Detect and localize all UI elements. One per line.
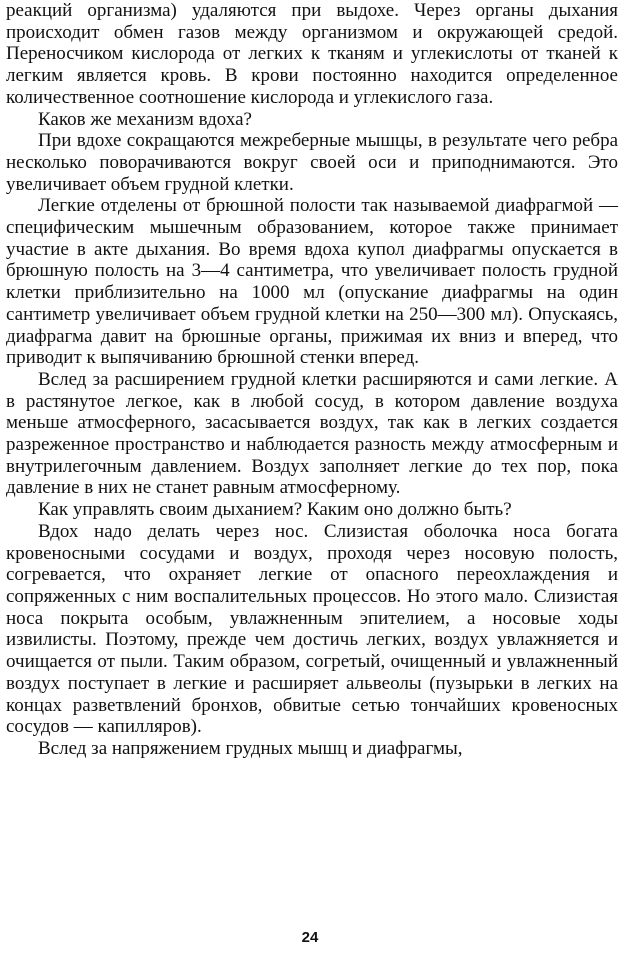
paragraph-diaphragm: Легкие отделены от брюшной полости так называемой диафрагмой — специфическим мышечным образованием, которое также принимает участие в акте дыхания. Во время вдоха купол диафрагмы опускается в брюшную полость на 3—4 сантиметра, что увеличивает полость грудной клетки приблизительно на 1000 мл (опускание диафрагмы на один сантиметр увеличивает объем грудной клетки на 250—300 мл). Опускаясь, диафрагма давит на брюшные органы, прижимая их вниз и вперед, что приводит к выпячиванию брюшной стенки вперед. <box>6 195 618 369</box>
paragraph-intercostal: При вдохе сокращаются межреберные мышцы, в результате чего ребра несколько поворачиваются вокруг своей оси и приподнимаются. Это увеличивает объем грудной клетки. <box>6 130 618 195</box>
book-page-text <box>6 0 618 760</box>
paragraph-continuation: реакций организма) удаляются при выдохе. Через органы дыхания происходит обмен газов между организмом и окружающей средой. Переносчиком кислорода от легких к тканям и углекислоты от тканей к легким является кровь. В крови постоянно находится определенное количественное соотношение кислорода и углекислого газа. <box>6 0 618 108</box>
paragraph-final: Вслед за напряжением грудных мышц и диафрагмы, <box>38 737 463 759</box>
paragraph-question-control: Как управлять своим дыханием? Каким оно должно быть? <box>38 499 512 521</box>
paragraph-question-inhale: Каков же механизм вдоха? <box>38 108 252 130</box>
paragraph-nose-breathing: Вдох надо делать через нос. Слизистая оболочка носа богата кровеносными сосудами и воздух, проходя через носовую полость, согревается, что охраняет легкие от опасного переохлаждения и сопряженных с ним воспалительных процессов. Но этого мало. Слизистая носа покрыта особым, увлажненным эпителием, а носовые ходы извилисты. Поэтому, прежде чем достичь легких, воздух увлажняется и очищается от пыли. Таким образом, согретый, очищенный и увлажненный воздух поступает в легкие и расширяет альвеолы (пузырьки в легких на концах разветвлений бронхов, обвитые сетью тончайших кровеносных сосудов — капилляров). <box>6 520 618 738</box>
paragraph-lungs-expand: Вслед за расширением грудной клетки расширяются и сами легкие. А в растянутое легкое, как в любой сосуд, в котором давление воздуха меньше атмосферного, засасывается воздух, так как в легких создается разреженное пространство и наблюдается разность между атмосферным и внутрилегочным давлением. Воздух заполняет легкие до тех пор, пока давление в них не станет равным атмосферному. <box>6 368 618 499</box>
page-number: 24 <box>301 929 319 946</box>
